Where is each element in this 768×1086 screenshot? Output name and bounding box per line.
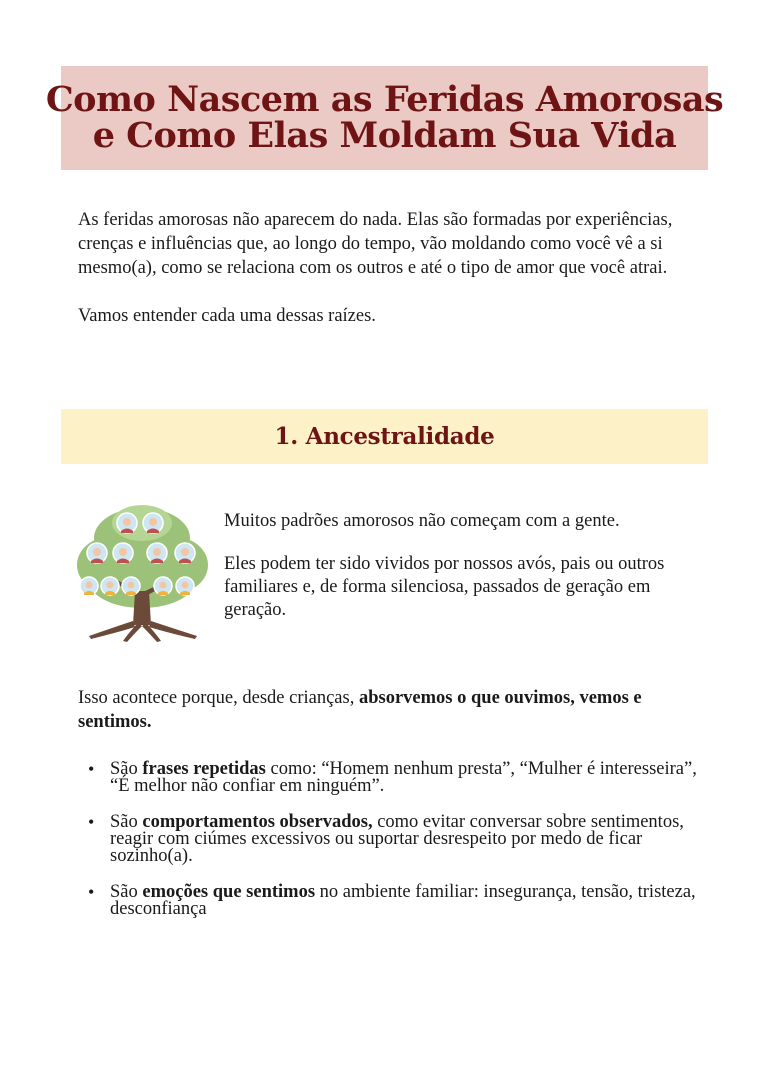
page-title-line-2: e Como Elas Moldam Sua Vida [92,115,677,156]
ancestry-text [224,510,694,622]
list-item [88,884,698,918]
lead-text: Isso acontece porque, desde crianças, [78,688,359,708]
bullet-icon: • [88,759,95,779]
bullet-rest: como evitar conversar sobre sentimentos, reagir com ciúmes excessivos ou suportar desrespeito por medo de ficar sozinho(a). [110,812,684,866]
intro-text [78,208,698,328]
intro-paragraph-1: As feridas amorosas não aparecem do nada. Elas são formadas por experiências, crenças e influências que, ao longo do tempo, vão moldando como você vê a si mesmo(a), como se relaciona com os outros e até o tipo de amor que você atrai. [78,210,673,278]
list-item [88,814,698,865]
ancestry-paragraph-1: Muitos padrões amorosos não começam com a gente. [224,511,620,531]
bullet-bold: comportamentos observados, [142,812,373,832]
lead-paragraph [78,686,698,734]
bullet-prefix: São [110,812,143,832]
section-heading: 1. Ancestralidade [274,423,495,450]
bullet-icon: • [88,882,95,902]
bullet-prefix: São [110,882,143,902]
bullet-rest: no ambiente familiar: insegurança, tensão, tristeza, desconfiança [110,882,696,919]
bullet-icon: • [88,812,95,832]
intro-paragraph-2: Vamos entender cada uma dessas raízes. [78,306,376,326]
bullet-prefix: São [110,759,143,779]
family-tree-icon [75,503,209,643]
bullet-rest: como: “Homem nenhum presta”, “Mulher é interesseira”, “É melhor não confiar em ninguém”. [110,759,697,796]
page-title-line-1: Como Nascem as Feridas Amorosas [45,79,724,120]
section-banner [61,409,708,464]
bullet-list [88,761,698,937]
bullet-bold: emoções que sentimos [142,882,316,902]
list-item [88,761,698,795]
ancestry-paragraph-2: Eles podem ter sido vividos por nossos avós, pais ou outros familiares e, de forma silenciosa, passados de geração em geração. [224,554,665,620]
lead-bold-text: absorvemos o que ouvimos, vemos e sentimos. [78,688,642,732]
title-banner [45,66,724,170]
bullet-bold: frases repetidas [142,759,266,779]
